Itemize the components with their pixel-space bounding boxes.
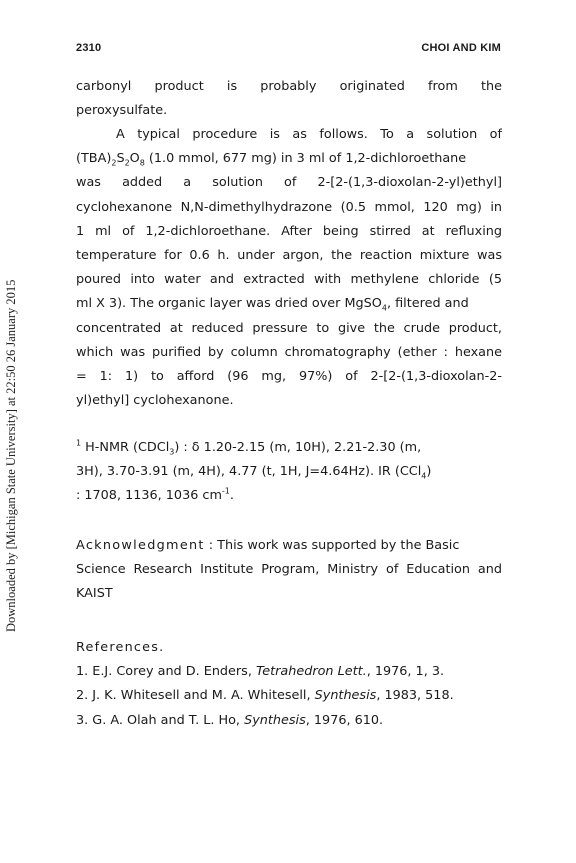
subscript: 4 bbox=[381, 303, 387, 313]
text-line: was added a solution of 2-[2-(1,3-dioxolan-2-yl)ethyl] bbox=[76, 175, 502, 191]
text-part: ) bbox=[426, 464, 432, 480]
subscript: 2 bbox=[124, 158, 130, 168]
text-part: H-NMR (CDCl bbox=[81, 440, 170, 455]
text-line: yl)ethyl] cyclohexanone. bbox=[76, 393, 234, 409]
text-line: = 1: 1) to afford (96 mg, 97%) of 2-[2-(1,3-dioxolan-2- bbox=[76, 368, 502, 384]
ref-journal: Synthesis bbox=[314, 688, 377, 704]
text-line: poured into water and extracted with methylene chloride (5 bbox=[76, 272, 502, 288]
references-section bbox=[76, 636, 502, 733]
text-line bbox=[76, 534, 502, 558]
text-line: peroxysulfate. bbox=[76, 103, 168, 119]
ref-journal: Synthesis bbox=[244, 712, 306, 728]
running-head: CHOI AND KIM bbox=[421, 42, 501, 54]
text-line: cyclohexanone N,N-dimethylhydrazone (0.5 mmol, 120 mg) in bbox=[76, 199, 502, 215]
subscript: 8 bbox=[139, 158, 145, 168]
text-part: ml X 3). The organic layer was dried over MgSO bbox=[76, 296, 382, 312]
text-part: ) : δ 1.20-2.15 (m, 10H), 2.21-2.30 (m, bbox=[174, 440, 422, 455]
text-line: carbonyl product is probably originated from the bbox=[76, 79, 502, 94]
superscript: 1 bbox=[76, 438, 82, 448]
text-line: which was purified by column chromatography (ether : hexane bbox=[76, 344, 502, 360]
text-line: Science Research Institute Program, Ministry of Education and bbox=[76, 562, 502, 578]
text-line: temperature for 0.6 h. under argon, the reaction mixture was bbox=[76, 247, 502, 263]
download-watermark: Downloaded by [Michigan State University] at 22:50 26 January 2015 bbox=[4, 279, 18, 632]
ref-details: , 1983, 518. bbox=[376, 688, 454, 704]
text-line: A typical procedure is as follows. To a solution of bbox=[116, 127, 502, 142]
text-line: 1 ml of 1,2-dichloroethane. After being stirred at refluxing bbox=[76, 223, 502, 239]
ref-authors: 1. E.J. Corey and D. Enders, bbox=[76, 664, 256, 680]
reference-item bbox=[76, 709, 502, 733]
ref-journal: Tetrahedron Lett. bbox=[256, 664, 367, 680]
ref-authors: 2. J. K. Whitesell and M. A. Whitesell, bbox=[76, 688, 315, 704]
ref-details: , 1976, 1, 3. bbox=[366, 664, 445, 680]
text-line bbox=[76, 147, 502, 171]
text-part: . bbox=[229, 488, 234, 504]
ref-details: , 1976, 610. bbox=[305, 712, 384, 728]
text-line bbox=[76, 436, 502, 460]
subscript: 4 bbox=[421, 471, 427, 481]
text-part: , filtered and bbox=[386, 296, 469, 312]
subscript: 2 bbox=[111, 158, 117, 168]
formula-part: S bbox=[116, 151, 125, 167]
ref-authors: 3. G. A. Olah and T. L. Ho, bbox=[76, 712, 245, 728]
formula-part: (TBA) bbox=[76, 151, 112, 167]
formula-part: (1.0 mmol, 677 mg) in 3 ml of 1,2-dichloroethane bbox=[144, 151, 467, 167]
text-line bbox=[76, 460, 502, 484]
procedure-paragraph bbox=[76, 123, 502, 413]
acknowledgment-heading: Acknowledgment bbox=[76, 538, 205, 553]
superscript: -1 bbox=[221, 487, 230, 497]
text-part: 3H), 3.70-3.91 (m, 4H), 4.77 (t, 1H, J=4.64Hz). IR (CCl bbox=[76, 464, 422, 480]
reference-item bbox=[76, 684, 502, 708]
acknowledgment-section bbox=[76, 534, 502, 607]
page-number: 2310 bbox=[76, 42, 102, 54]
reference-item bbox=[76, 660, 502, 684]
text-part: : This work was supported by the Basic bbox=[204, 538, 460, 553]
formula-part: O bbox=[129, 151, 140, 167]
text-line bbox=[76, 484, 502, 508]
text-line: concentrated at reduced pressure to give the crude product, bbox=[76, 320, 502, 336]
paragraph-continuation bbox=[76, 75, 502, 123]
text-line bbox=[76, 292, 502, 316]
nmr-data bbox=[76, 436, 502, 509]
subscript: 3 bbox=[169, 447, 175, 457]
text-line: KAIST bbox=[76, 586, 113, 602]
page-header bbox=[76, 42, 501, 60]
text-part: : 1708, 1136, 1036 cm bbox=[76, 488, 222, 504]
references-heading: References. bbox=[76, 640, 165, 655]
